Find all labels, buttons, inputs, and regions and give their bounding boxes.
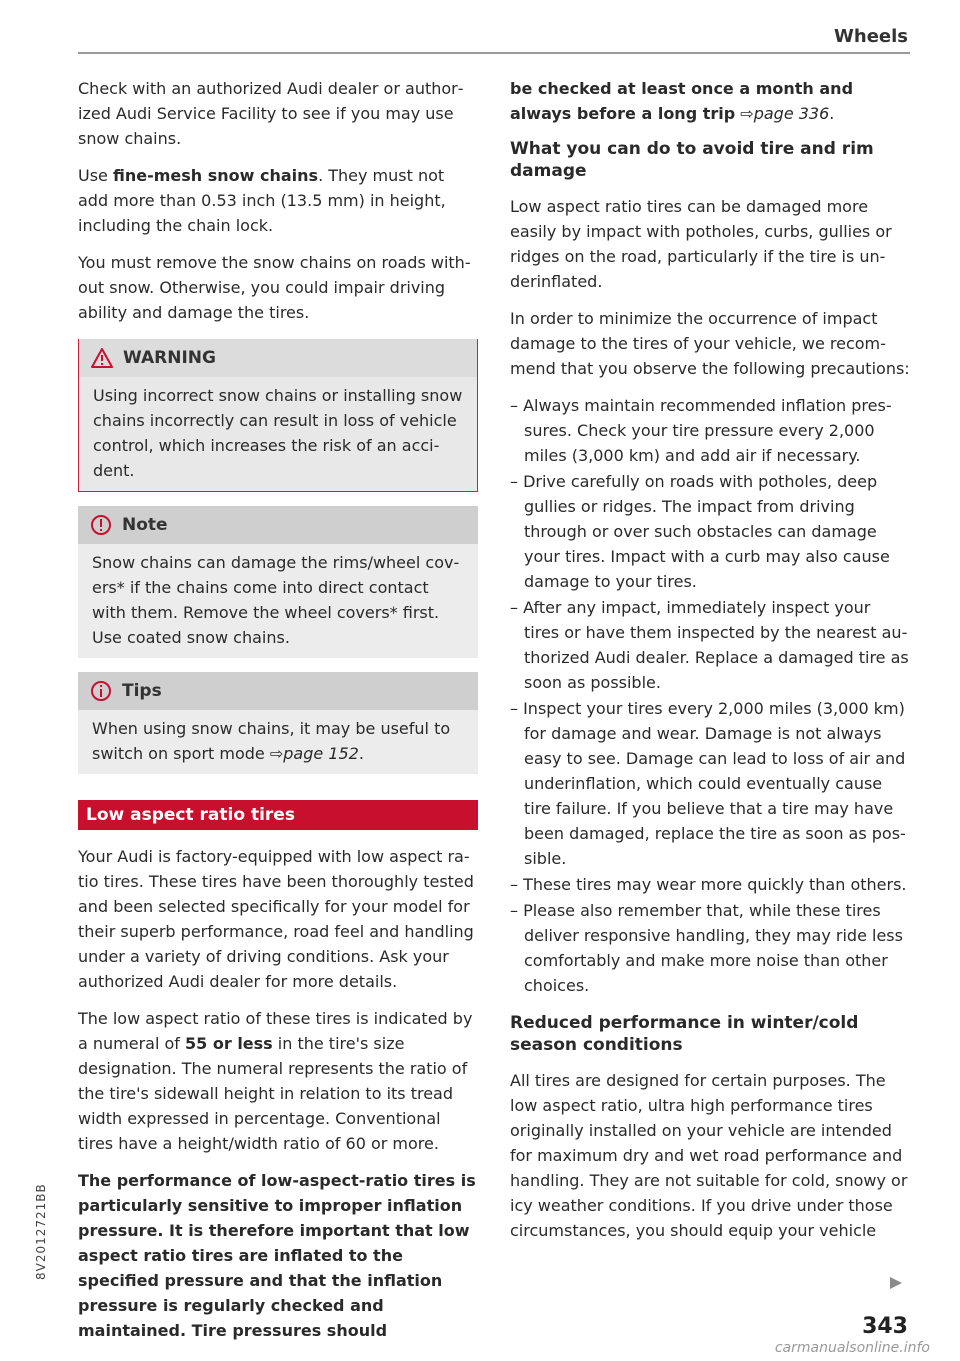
paragraph	[78, 1168, 478, 1343]
list-item: – Please also remember that, while these tires deliver responsive handling, they may ride less comfortably and make more noise than other choices.	[510, 901, 903, 995]
right-column	[510, 76, 910, 1255]
bold-text: The performance of low-aspect-ratio tires is particularly sensitive to improper inflation pressure. It is therefore important that low aspect ratio tires are inflated to the specified pressure and that the inflation pressure is regularly checked and maintained. Tire pressures should	[78, 1171, 476, 1340]
arrow-right-icon: ⇨	[269, 744, 284, 763]
list-item: – Inspect your tires every 2,000 miles (3,000 km) for damage and wear. Damage is not always easy to see. Damage can lead to loss of air and underinflation, which could eventually cause tire failure. If you believe that a tire may have been damaged, replace the tire as soon as possible.	[510, 699, 906, 868]
text: Use	[78, 166, 113, 185]
tips-box	[78, 672, 478, 774]
info-circle-icon	[90, 514, 112, 536]
header-rule	[78, 52, 910, 54]
precautions-list	[510, 393, 910, 998]
page-link[interactable]: page 152	[283, 744, 359, 763]
tips-text	[78, 710, 478, 774]
paragraph: You must remove the snow chains on roads without snow. Otherwise, you could impair driving ability and damage the tires.	[78, 253, 471, 322]
text: .	[358, 744, 364, 763]
note-title: Note	[122, 515, 168, 535]
paragraph: Your Audi is factory-equipped with low aspect ratio tires. These tires have been thoroughly tested and been selected specifically for your model for their superb performance, road feel and handling under a variety of driving conditions. Ask your authorized Audi dealer for more details.	[78, 847, 474, 991]
section-title: Wheels	[834, 26, 908, 47]
subheading: What you can do to avoid tire and rim damage	[510, 139, 874, 181]
left-column	[78, 76, 478, 1355]
page-link[interactable]: page 336	[753, 104, 830, 123]
paragraph: All tires are designed for certain purposes. The low aspect ratio, ultra high performance tires originally installed on your vehicle are intended for maximum dry and wet road performance and handling. They are not suitable for cold, snowy or icy weather conditions. If you drive under those circumstances, you should equip your vehicle	[510, 1071, 908, 1240]
warning-box	[78, 339, 478, 492]
subheading: Reduced performance in winter/cold season conditions	[510, 1013, 859, 1055]
tips-title: Tips	[122, 681, 162, 701]
watermark: carmanualsonline.info	[774, 1340, 930, 1356]
section-heading: Low aspect ratio tires	[78, 800, 478, 830]
page-reference[interactable]	[740, 104, 829, 123]
list-item: – Drive carefully on roads with potholes, deep gullies or ridges. The impact from driving through or over such obstacles can damage your tires. Impact with a curb may also cause damage to your tires.	[510, 472, 890, 591]
warning-triangle-icon	[91, 348, 113, 368]
warning-header	[79, 339, 477, 377]
bold-text: fine-mesh snow chains	[112, 166, 319, 185]
text: in the tire's size designation. The numeral represents the ratio of the tire's sidewall height in relation to its tread width expressed in percentage. Conventional tires have a height/width ratio of 60 or more.	[78, 1034, 468, 1153]
text: When using snow chains, it may be useful to switch on sport mode	[92, 719, 451, 763]
paragraph: Check with an authorized Audi dealer or authorized Audi Service Facility to see if you may use snow chains.	[78, 79, 464, 148]
document-code: 8V2012721BB	[34, 1183, 48, 1280]
list-item: – After any impact, immediately inspect your tires or have them inspected by the nearest authorized Audi dealer. Replace a damaged tire as soon as possible.	[510, 598, 909, 692]
tip-circle-icon	[90, 680, 112, 702]
warning-title: WARNING	[123, 348, 216, 368]
page-number: 343	[862, 1314, 908, 1339]
continue-arrow-icon	[888, 1275, 904, 1294]
bold-text: be checked at least once a month and always before a long trip	[510, 79, 854, 123]
paragraph: Low aspect ratio tires can be damaged more easily by impact with potholes, curbs, gullies or ridges on the road, particularly if the tire is underinflated.	[510, 197, 892, 291]
text: . They must not add more than 0.53 inch (13.5 mm) in height, including the chain lock.	[78, 166, 446, 235]
note-header	[78, 506, 478, 544]
paragraph	[510, 76, 910, 126]
note-text: Snow chains can damage the rims/wheel covers* if the chains come into direct contact with them. Remove the wheel covers* first. Use coated snow chains.	[78, 544, 478, 658]
bold-text: 55 or less	[185, 1034, 273, 1053]
text: .	[829, 104, 835, 123]
tips-header	[78, 672, 478, 710]
paragraph: In order to minimize the occurrence of impact damage to the tires of your vehicle, we recommend that you observe the following precautions:	[510, 309, 910, 378]
paragraph	[78, 163, 478, 238]
warning-text: Using incorrect snow chains or installing snow chains incorrectly can result in loss of vehicle control, which increases the risk of an accident.	[79, 377, 477, 491]
note-box	[78, 506, 478, 658]
page-reference[interactable]	[270, 744, 359, 763]
arrow-right-icon: ⇨	[740, 104, 754, 123]
text: The low aspect ratio of these tires is indicated by a numeral of	[78, 1009, 473, 1053]
paragraph	[78, 1006, 478, 1156]
list-item: – Always maintain recommended inflation pressures. Check your tire pressure every 2,000 miles (3,000 km) and add air if necessary.	[510, 396, 892, 465]
list-item: – These tires may wear more quickly than others.	[510, 875, 907, 894]
